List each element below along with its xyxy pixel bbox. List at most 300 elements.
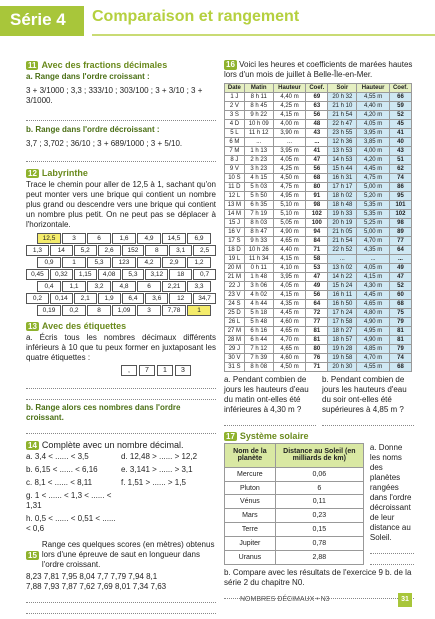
table-cell: 22 J bbox=[225, 282, 245, 291]
fill-in-item[interactable]: h. 0,5 < ...... < 0,51 < ...... < 0,6 bbox=[26, 514, 116, 533]
table-cell: 56 bbox=[306, 291, 328, 300]
table-cell: 13 h 53 bbox=[328, 147, 357, 156]
table-cell: 62 bbox=[389, 165, 411, 174]
table-row bbox=[225, 93, 412, 102]
table-cell: Jupiter bbox=[225, 537, 276, 551]
table-cell: 47 bbox=[306, 156, 328, 165]
table-header: Date bbox=[225, 84, 245, 93]
table-cell: 4,05 m bbox=[273, 282, 306, 291]
maze-brick[interactable]: 34,7 bbox=[193, 293, 216, 304]
table-row bbox=[225, 156, 412, 165]
maze-brick[interactable]: 1,15 bbox=[74, 269, 97, 280]
table-cell: 4,40 m bbox=[273, 246, 306, 255]
answer-line[interactable] bbox=[370, 543, 414, 554]
table-cell: 40 bbox=[389, 138, 411, 147]
table-cell: 5,35 m bbox=[357, 210, 390, 219]
table-cell: 4,35 m bbox=[357, 246, 390, 255]
left-column bbox=[26, 60, 216, 614]
table-header: Hauteur bbox=[273, 84, 306, 93]
table-cell: 86 bbox=[389, 183, 411, 192]
table-cell: 4,45 m bbox=[357, 291, 390, 300]
answer-line[interactable] bbox=[26, 423, 216, 434]
table-cell: 12 h 36 bbox=[328, 138, 357, 147]
table-cell: 28 M bbox=[225, 336, 245, 345]
maze-brick[interactable]: 4,08 bbox=[98, 269, 121, 280]
table-cell: 8 h 08 bbox=[244, 363, 273, 372]
label-tile: , bbox=[121, 365, 137, 376]
table-cell: 49 bbox=[306, 282, 328, 291]
maze-brick[interactable]: 3,2 bbox=[87, 281, 111, 292]
answer-line[interactable] bbox=[322, 415, 414, 426]
table-cell: 4,90 m bbox=[357, 336, 390, 345]
table-cell: 45 bbox=[389, 120, 411, 129]
maze-brick[interactable]: 1,1 bbox=[62, 281, 86, 292]
table-cell: 2,88 bbox=[275, 551, 363, 565]
table-cell: 17 h 17 bbox=[328, 183, 357, 192]
exercise-number: 17 bbox=[226, 431, 235, 441]
table-cell: 5,00 m bbox=[357, 228, 390, 237]
table-cell: 4,70 m bbox=[273, 336, 306, 345]
table-cell: 79 bbox=[389, 345, 411, 354]
table-cell: 4,95 m bbox=[357, 327, 390, 336]
table-cell: 51 bbox=[389, 156, 411, 165]
table-row bbox=[225, 537, 364, 551]
table-cell: 91 bbox=[306, 192, 328, 201]
maze-brick[interactable]: 1,9 bbox=[98, 293, 121, 304]
table-row bbox=[225, 467, 364, 481]
fill-in-grid[interactable] bbox=[26, 452, 216, 534]
table-cell: 19 L bbox=[225, 255, 245, 264]
maze-brick[interactable]: 1 bbox=[187, 305, 211, 316]
table-cell: 30 V bbox=[225, 354, 245, 363]
table-cell: 68 bbox=[389, 300, 411, 309]
table-cell: ... bbox=[389, 255, 411, 264]
answer-line[interactable] bbox=[224, 415, 316, 426]
table-cell: 1 h 48 bbox=[244, 273, 273, 282]
table-cell: 48 bbox=[306, 120, 328, 129]
table-cell: 21 h 54 bbox=[328, 111, 357, 120]
table-cell: 4,15 m bbox=[273, 291, 306, 300]
table-cell: Uranus bbox=[225, 551, 276, 565]
table-row bbox=[225, 129, 412, 138]
table-cell: 4,20 m bbox=[357, 156, 390, 165]
table-header: Coef. bbox=[389, 84, 411, 93]
question-b: b. Range dans l'ordre décroissant : bbox=[26, 125, 160, 134]
scores-line-1: 8,23 7,81 7,95 8,04 7,7 7,79 7,94 8,1 bbox=[26, 572, 158, 581]
maze-brick[interactable]: 8 bbox=[145, 245, 168, 256]
table-cell: 64 bbox=[389, 246, 411, 255]
table-cell: Pluton bbox=[225, 481, 276, 495]
maze-brick[interactable]: 3,6 bbox=[145, 293, 168, 304]
answer-line[interactable] bbox=[26, 592, 216, 603]
table-cell: 14 M bbox=[225, 210, 245, 219]
table-cell: 5,00 m bbox=[357, 183, 390, 192]
table-cell: 8 J bbox=[225, 156, 245, 165]
table-cell: 4,45 m bbox=[357, 165, 390, 174]
table-cell: Terre bbox=[225, 523, 276, 537]
maze-brick[interactable]: 12,5 bbox=[37, 233, 61, 244]
maze-brick[interactable]: 1,09 bbox=[112, 305, 136, 316]
maze-brick[interactable]: 2,1 bbox=[74, 293, 97, 304]
table-cell: 60 bbox=[389, 291, 411, 300]
table-cell: 4,65 m bbox=[273, 237, 306, 246]
table-cell: 94 bbox=[306, 228, 328, 237]
maze-brick[interactable]: 6 bbox=[137, 281, 161, 292]
table-cell: 68 bbox=[306, 174, 328, 183]
table-cell: 7 h 19 bbox=[244, 210, 273, 219]
table-cell: 4,05 m bbox=[273, 156, 306, 165]
maze-row bbox=[37, 233, 216, 244]
table-row bbox=[225, 174, 412, 183]
maze-brick[interactable]: 0,7 bbox=[193, 269, 216, 280]
fill-in-item[interactable] bbox=[121, 514, 216, 534]
table-cell: 4,50 m bbox=[273, 363, 306, 372]
maze-brick[interactable]: 5,2 bbox=[74, 245, 97, 256]
table-cell: 29 J bbox=[225, 345, 245, 354]
table-cell: 63 bbox=[306, 102, 328, 111]
maze-brick[interactable]: 0,2 bbox=[62, 305, 86, 316]
table-cell: 81 bbox=[389, 336, 411, 345]
table-cell: 4,25 m bbox=[273, 102, 306, 111]
table-cell: 102 bbox=[389, 210, 411, 219]
table-cell: 25 D bbox=[225, 309, 245, 318]
question-b: b. Range alors ces nombres dans l'ordre croissant. bbox=[26, 403, 181, 422]
maze-brick[interactable]: 6,4 bbox=[122, 293, 145, 304]
table-cell: 101 bbox=[389, 201, 411, 210]
table-cell: 0,15 bbox=[275, 523, 363, 537]
table-cell: 9 h 33 bbox=[244, 237, 273, 246]
maze-row bbox=[26, 293, 216, 304]
maze-brick[interactable]: 12 bbox=[169, 293, 192, 304]
exercise-number: 14 bbox=[28, 440, 37, 450]
exercise-title: Avec des fractions décimales bbox=[41, 60, 168, 70]
table-cell: 14 h 22 bbox=[328, 273, 357, 282]
table-header: Coef. bbox=[306, 84, 328, 93]
table-row bbox=[225, 192, 412, 201]
maze-brick[interactable]: 6 bbox=[87, 233, 111, 244]
table-row bbox=[225, 495, 364, 509]
right-column bbox=[224, 60, 414, 599]
table-cell: 9 h 22 bbox=[244, 111, 273, 120]
maze-brick[interactable]: 3,1 bbox=[169, 245, 192, 256]
table-cell: 21 M bbox=[225, 273, 245, 282]
table-cell: 4,75 m bbox=[357, 174, 390, 183]
table-cell: 8 h 45 bbox=[244, 102, 273, 111]
table-cell: 0,06 bbox=[275, 467, 363, 481]
expression-a: 3 + 3/1000 ; 3,3 ; 333/10 ; 303/100 ; 3 + 3/10 ; 3 + 3/1000. bbox=[26, 86, 203, 105]
exercise-11 bbox=[26, 60, 216, 162]
maze-brick[interactable]: 123 bbox=[112, 257, 136, 268]
table-header: Matin bbox=[244, 84, 273, 93]
table-row bbox=[225, 354, 412, 363]
table-cell: 10 S bbox=[225, 174, 245, 183]
table-cell: 23 V bbox=[225, 291, 245, 300]
table-row bbox=[225, 509, 364, 523]
table-cell: 5,05 m bbox=[273, 219, 306, 228]
page-number: 31 bbox=[398, 593, 412, 607]
page-header bbox=[0, 0, 435, 40]
table-cell: 56 bbox=[306, 111, 328, 120]
table-cell: 52 bbox=[389, 111, 411, 120]
question-a: a. Range dans l'ordre croissant : bbox=[26, 72, 150, 81]
table-cell: 20 M bbox=[225, 264, 245, 273]
maze-brick[interactable]: 4,2 bbox=[137, 257, 161, 268]
maze-brick[interactable]: 4,8 bbox=[112, 281, 136, 292]
table-cell: 0,23 bbox=[275, 509, 363, 523]
table-cell: 47 bbox=[389, 273, 411, 282]
maze-brick[interactable]: 3 bbox=[62, 233, 86, 244]
table-cell: 8 h 47 bbox=[244, 228, 273, 237]
table-cell: 10 h 09 bbox=[244, 120, 273, 129]
table-cell: 43 bbox=[306, 129, 328, 138]
table-cell: 7 h 39 bbox=[244, 354, 273, 363]
table-cell: 3,95 m bbox=[357, 129, 390, 138]
maze-brick[interactable]: 2,21 bbox=[162, 281, 186, 292]
table-row bbox=[225, 336, 412, 345]
exercise-number: 12 bbox=[28, 168, 37, 178]
table-cell: 22 h 47 bbox=[328, 120, 357, 129]
maze-brick[interactable]: 0,4 bbox=[37, 281, 61, 292]
instructions: Voici les heures et coefficients de marées hautes lors d'un mois de juillet à Belle-Île-en-Mer. bbox=[224, 60, 413, 79]
table-cell: 71 bbox=[306, 246, 328, 255]
table-row bbox=[225, 309, 412, 318]
table-cell: 4,65 m bbox=[357, 300, 390, 309]
table-cell: 4,90 m bbox=[273, 228, 306, 237]
table-cell: 4,65 m bbox=[273, 345, 306, 354]
table-cell: 8 h 03 bbox=[244, 219, 273, 228]
table-cell: 52 bbox=[389, 282, 411, 291]
table-cell: 17 S bbox=[225, 237, 245, 246]
table-cell: 4,35 m bbox=[273, 300, 306, 309]
maze-brick[interactable]: 6,9 bbox=[187, 233, 211, 244]
maze-brick[interactable]: 0,19 bbox=[37, 305, 61, 316]
table-row bbox=[225, 327, 412, 336]
table-cell: 4,75 m bbox=[273, 183, 306, 192]
table-cell: ... bbox=[244, 138, 273, 147]
fill-in-item[interactable]: e. 3,141 > ...... > 3,1 bbox=[121, 465, 193, 474]
table-row bbox=[225, 246, 412, 255]
table-cell: 19 h 33 bbox=[328, 210, 357, 219]
maze-brick[interactable]: 2,6 bbox=[98, 245, 121, 256]
maze-brick[interactable]: 5,3 bbox=[122, 269, 145, 280]
table-row bbox=[225, 201, 412, 210]
table-cell: 4,50 m bbox=[273, 174, 306, 183]
table-cell: 26 L bbox=[225, 318, 245, 327]
answer-line[interactable] bbox=[26, 603, 216, 614]
table-cell: 4,60 m bbox=[273, 354, 306, 363]
table-cell: 5,35 m bbox=[357, 201, 390, 210]
maze-brick[interactable]: 5,3 bbox=[87, 257, 111, 268]
table-cell: 77 bbox=[306, 318, 328, 327]
table-cell: 16 V bbox=[225, 228, 245, 237]
maze-brick[interactable]: 14 bbox=[50, 245, 73, 256]
maze-brick[interactable]: 7,78 bbox=[162, 305, 186, 316]
table-cell: ... bbox=[357, 255, 390, 264]
maze-brick[interactable]: 14,5 bbox=[162, 233, 186, 244]
answer-line[interactable] bbox=[26, 151, 216, 162]
table-cell: 89 bbox=[389, 228, 411, 237]
table-cell: 102 bbox=[306, 210, 328, 219]
table-row bbox=[225, 264, 412, 273]
table-cell: 4,55 m bbox=[357, 93, 390, 102]
table-cell: 79 bbox=[389, 318, 411, 327]
answer-line[interactable] bbox=[26, 389, 216, 400]
table-cell: 19 h 28 bbox=[328, 345, 357, 354]
maze-brick[interactable]: 1 bbox=[62, 257, 86, 268]
table-cell: 4,55 m bbox=[357, 363, 390, 372]
table-cell: 18 h 57 bbox=[328, 336, 357, 345]
maze-brick[interactable]: 4,9 bbox=[137, 233, 161, 244]
table-cell: 19 h 58 bbox=[328, 354, 357, 363]
table-cell: ... bbox=[306, 138, 328, 147]
fill-in-item[interactable]: b. 6,15 < ...... < 6,16 bbox=[26, 465, 98, 474]
label-tile: 3 bbox=[175, 365, 191, 376]
table-cell: 47 bbox=[306, 273, 328, 282]
table-cell: 98 bbox=[306, 201, 328, 210]
table-cell: 18 h 27 bbox=[328, 327, 357, 336]
table-cell: 80 bbox=[306, 183, 328, 192]
table-cell: 5 h 03 bbox=[244, 183, 273, 192]
table-cell: 64 bbox=[306, 300, 328, 309]
maze-brick[interactable]: 2,5 bbox=[193, 245, 216, 256]
maze-brick[interactable]: 3,12 bbox=[145, 269, 168, 280]
table-cell: 20 h 19 bbox=[328, 219, 357, 228]
maze-brick[interactable]: 0,14 bbox=[50, 293, 73, 304]
table-cell: 5,20 m bbox=[357, 192, 390, 201]
table-cell: 4,15 m bbox=[273, 111, 306, 120]
table-header: Distance au Soleil (en milliards de km) bbox=[275, 444, 363, 468]
fill-in-item[interactable] bbox=[121, 491, 216, 511]
table-row bbox=[225, 228, 412, 237]
table-cell: 75 bbox=[389, 309, 411, 318]
maze-row bbox=[37, 305, 216, 316]
table-cell: 74 bbox=[389, 354, 411, 363]
table-cell: 12 L bbox=[225, 192, 245, 201]
series-tab bbox=[0, 6, 84, 36]
maze-brick[interactable]: 152 bbox=[122, 245, 145, 256]
table-row bbox=[225, 282, 412, 291]
table-cell: Vénus bbox=[225, 495, 276, 509]
table-cell: 17 h 24 bbox=[328, 309, 357, 318]
page-title: Comparaison et rangement bbox=[92, 8, 300, 25]
table-header: Nom de la planète bbox=[225, 444, 276, 468]
table-cell: Mercure bbox=[225, 467, 276, 481]
table-cell: 27 M bbox=[225, 327, 245, 336]
table-header: Hauteur bbox=[357, 84, 390, 93]
table-cell: 4,20 m bbox=[357, 111, 390, 120]
table-cell: 4 D bbox=[225, 120, 245, 129]
table-cell: 53 bbox=[306, 264, 328, 273]
maze-brick[interactable]: 0,2 bbox=[26, 293, 49, 304]
maze-brick[interactable]: 0,45 bbox=[26, 269, 49, 280]
table-cell: 59 bbox=[389, 102, 411, 111]
table-row bbox=[225, 291, 412, 300]
table-cell: 4,85 m bbox=[357, 345, 390, 354]
table-cell: 5 h 48 bbox=[244, 318, 273, 327]
table-cell: Mars bbox=[225, 509, 276, 523]
table-cell: 5 L bbox=[225, 129, 245, 138]
header-rule bbox=[92, 34, 435, 36]
table-cell: 4,05 m bbox=[357, 120, 390, 129]
table-cell: 4,95 m bbox=[273, 192, 306, 201]
series-label: Série 4 bbox=[10, 10, 66, 29]
table-cell: 7 h 12 bbox=[244, 345, 273, 354]
table-cell: 4,10 m bbox=[273, 264, 306, 273]
table-row bbox=[225, 523, 364, 537]
table-cell: 11 D bbox=[225, 183, 245, 192]
table-cell: 16 h 11 bbox=[328, 291, 357, 300]
table-cell: 4,25 m bbox=[273, 165, 306, 174]
footer-text: NOMBRES DÉCIMAUX • N3 bbox=[240, 596, 330, 603]
table-cell: 3,95 m bbox=[273, 273, 306, 282]
fill-in-item[interactable]: c. 8,1 < ...... < 8,11 bbox=[26, 478, 93, 487]
maze-brick[interactable]: 2,9 bbox=[162, 257, 186, 268]
maze-brick[interactable]: 3,3 bbox=[187, 281, 211, 292]
table-cell: 4,15 m bbox=[273, 255, 306, 264]
table-cell: 11 h 12 bbox=[244, 129, 273, 138]
table-cell: 41 bbox=[389, 129, 411, 138]
table-cell: 80 bbox=[306, 345, 328, 354]
fill-in-item[interactable]: a. 3,4 < ...... < 3,5 bbox=[26, 452, 89, 461]
table-cell: 3 S bbox=[225, 111, 245, 120]
table-cell: 3,90 m bbox=[273, 129, 306, 138]
maze-brick[interactable]: 1,3 bbox=[26, 245, 49, 256]
fill-in-item[interactable]: d. 12,48 > ...... > 12,2 bbox=[121, 452, 198, 461]
exercise-title: Avec des étiquettes bbox=[41, 321, 127, 331]
maze-grid[interactable] bbox=[26, 233, 216, 316]
table-cell: 18 D bbox=[225, 246, 245, 255]
table-cell: 23 h 55 bbox=[328, 129, 357, 138]
maze-row bbox=[26, 269, 216, 280]
table-row bbox=[225, 147, 412, 156]
answer-line[interactable] bbox=[370, 554, 414, 565]
maze-brick[interactable]: 1,6 bbox=[112, 233, 136, 244]
maze-brick[interactable]: 0,32 bbox=[50, 269, 73, 280]
table-row bbox=[225, 363, 412, 372]
table-row bbox=[225, 102, 412, 111]
table-cell: 100 bbox=[306, 219, 328, 228]
maze-brick[interactable]: 1,2 bbox=[187, 257, 211, 268]
table-cell: 81 bbox=[306, 336, 328, 345]
table-cell: 10 h 26 bbox=[244, 246, 273, 255]
fill-in-item[interactable]: f. 1,51 > ...... > 1,5 bbox=[121, 478, 186, 487]
table-cell: 31 S bbox=[225, 363, 245, 372]
answer-line[interactable] bbox=[26, 378, 216, 389]
fill-in-item[interactable]: g. 1 < ...... < 1,3 < ...... < 1,31 bbox=[26, 491, 112, 510]
table-cell: 72 bbox=[306, 309, 328, 318]
table-cell: 0 h 11 bbox=[244, 264, 273, 273]
table-cell: 66 bbox=[389, 93, 411, 102]
label-tile: 7 bbox=[139, 365, 155, 376]
maze-brick[interactable]: 8 bbox=[87, 305, 111, 316]
maze-brick[interactable]: 3 bbox=[137, 305, 161, 316]
answer-line[interactable] bbox=[26, 110, 216, 121]
table-cell: 6 h 44 bbox=[244, 336, 273, 345]
maze-brick[interactable]: 0,9 bbox=[37, 257, 61, 268]
table-cell: 41 bbox=[306, 147, 328, 156]
maze-brick[interactable]: 18 bbox=[169, 269, 192, 280]
instructions: Trace le chemin pour aller de 12,5 à 1, sachant qu'on peut monter vers une brique qui contient un nombre plus grand ou descendre vers une brique qui contient un nombre plus petit. On ne peut pas se déplacer à l'horizontale. bbox=[26, 180, 216, 229]
table-cell: 18 h 02 bbox=[328, 192, 357, 201]
table-cell: 3,85 m bbox=[357, 138, 390, 147]
table-cell: 4,05 m bbox=[357, 264, 390, 273]
table-cell: 9 V bbox=[225, 165, 245, 174]
table-cell: 5 h 50 bbox=[244, 192, 273, 201]
exercise-16 bbox=[224, 60, 414, 426]
table-cell: 15 J bbox=[225, 219, 245, 228]
table-cell: 77 bbox=[389, 237, 411, 246]
maze-row bbox=[37, 281, 216, 292]
